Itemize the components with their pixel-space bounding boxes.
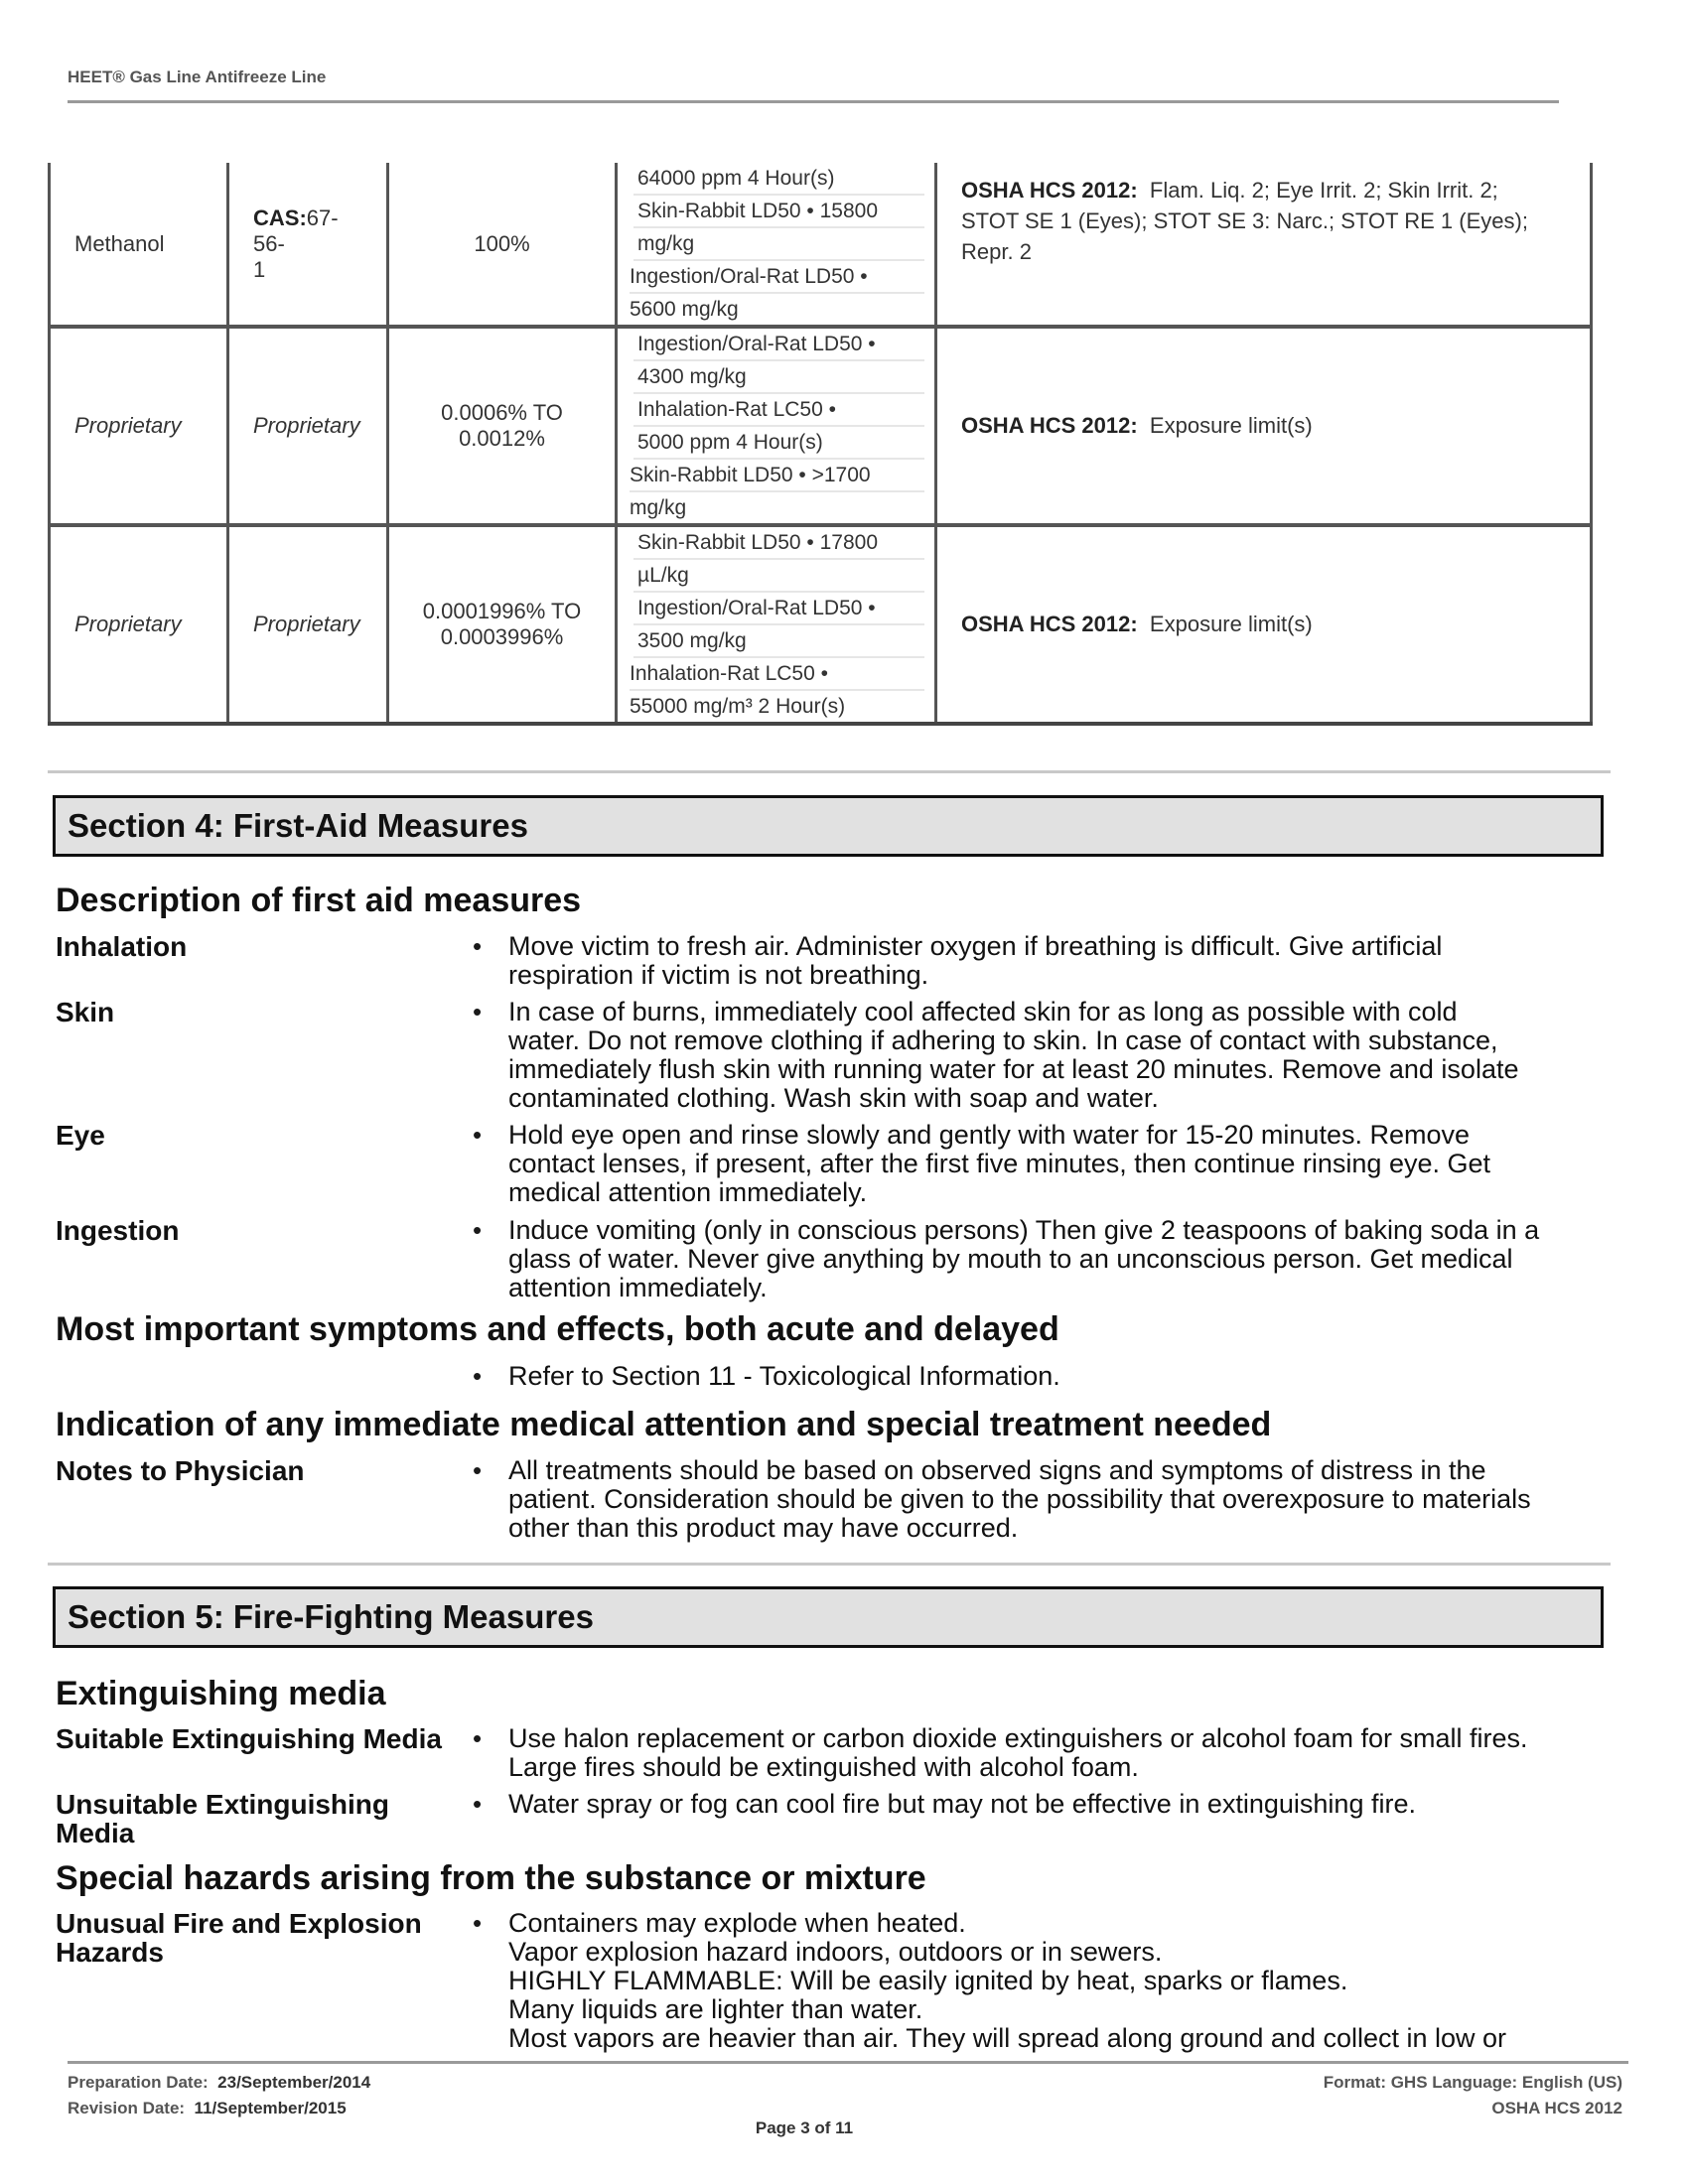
format-language: Format: GHS Language: English (US)	[1323, 2073, 1622, 2092]
subheading-medical-attention: Indication of any immediate medical attention and special treatment needed	[56, 1406, 1272, 1443]
entry-label: Ingestion	[56, 1215, 180, 1246]
page-number: Page 3 of 11	[755, 2118, 854, 2137]
section-divider	[48, 1563, 1611, 1566]
regulation: OSHA HCS 2012	[1491, 2099, 1622, 2117]
toxicity-data: Ingestion/Oral-Rat LD50 • 4300 mg/kg Inhalation-Rat LC50 • 5000 ppm 4 Hour(s) Skin-Rabbit LD50 • >1700 mg/kg	[617, 327, 936, 525]
bullet-icon: •	[473, 1455, 483, 1485]
entry-label: Eye	[56, 1120, 105, 1151]
footer-divider	[68, 2061, 1628, 2064]
entry-text: In case of burns, immediately cool affected skin for as long as possible with cold water. Do not remove clothing if adhering to skin. In case of contact with substance, immediately flush skin with running water for at least 20 minutes. Remove and isolate contaminated clothing. Wash skin with soap and water.	[508, 997, 1519, 1113]
ingredient-name: Proprietary	[50, 327, 228, 525]
ingredient-name: Proprietary	[50, 525, 228, 724]
bullet-icon: •	[473, 1789, 483, 1819]
entry-text: Refer to Section 11 - Toxicological Information.	[508, 1361, 1060, 1391]
bullet-icon: •	[473, 1120, 483, 1150]
subheading-special-hazards: Special hazards arising from the substance or mixture	[56, 1859, 926, 1897]
table-row	[50, 327, 1592, 525]
ghs-classification: OSHA HCS 2012: Flam. Liq. 2; Eye Irrit. 2; Skin Irrit. 2; STOT SE 1 (Eyes); STOT SE 3: Narc.; STOT RE 1 (Eyes); Repr. 2	[936, 163, 1592, 327]
bullet-icon: •	[473, 1215, 483, 1245]
subheading-extinguishing-media: Extinguishing media	[56, 1675, 386, 1712]
entry-text: Use halon replacement or carbon dioxide extinguishers or alcohol foam for small fires. Large fires should be extinguished with alcohol foam.	[508, 1723, 1528, 1782]
section-5-title: Section 5: Fire-Fighting Measures	[53, 1586, 1604, 1648]
entry-text: Water spray or fog can cool fire but may not be effective in extinguishing fire.	[508, 1789, 1416, 1819]
entry-label: Notes to Physician	[56, 1455, 305, 1486]
bullet-icon: •	[473, 931, 483, 961]
bullet-icon: •	[473, 1361, 483, 1391]
document-header-title: HEET® Gas Line Antifreeze Line	[68, 68, 327, 86]
bullet-icon: •	[473, 1723, 483, 1753]
percentage: 100%	[388, 163, 617, 327]
table-row	[50, 525, 1592, 724]
ingredient-name: Methanol	[50, 163, 228, 327]
section-divider	[48, 770, 1611, 773]
entry-text: Move victim to fresh air. Administer oxygen if breathing is difficult. Give artificial respiration if victim is not breathing.	[508, 931, 1443, 990]
cas-number: Proprietary	[228, 327, 388, 525]
entry-text: All treatments should be based on observed signs and symptoms of distress in the patient. Consideration should be given to the possibility that overexposure to materials other than this product may have occurred.	[508, 1455, 1531, 1543]
preparation-date: Preparation Date: 23/September/2014	[68, 2073, 371, 2092]
bullet-icon: •	[473, 997, 483, 1026]
table-row	[50, 163, 1592, 327]
toxicity-data: 64000 ppm 4 Hour(s) Skin-Rabbit LD50 • 15800 mg/kg Ingestion/Oral-Rat LD50 • 5600 mg/kg	[617, 163, 936, 327]
percentage: 0.0001996% TO 0.0003996%	[388, 525, 617, 724]
entry-label: Skin	[56, 997, 115, 1027]
entry-label: Inhalation	[56, 931, 188, 962]
toxicity-data: Skin-Rabbit LD50 • 17800 µL/kg Ingestion/Oral-Rat LD50 • 3500 mg/kg Inhalation-Rat LC50 • 55000 mg/m³ 2 Hour(s)	[617, 525, 936, 724]
cas-number: Proprietary	[228, 525, 388, 724]
composition-table	[48, 163, 1593, 726]
revision-date: Revision Date: 11/September/2015	[68, 2099, 347, 2117]
entry-text: Containers may explode when heated. Vapor explosion hazard indoors, outdoors or in sewers. HIGHLY FLAMMABLE: Will be easily ignited by heat, sparks or flames. Many liquids are lighter than water. Most vapors are heavier than air. They will spread along ground and collect in low or	[508, 1908, 1507, 2053]
entry-label: Suitable Extinguishing Media	[56, 1723, 442, 1754]
ghs-classification: OSHA HCS 2012: Exposure limit(s)	[936, 525, 1592, 724]
ghs-classification: OSHA HCS 2012: Exposure limit(s)	[936, 327, 1592, 525]
entry-label: Unusual Fire and Explosion Hazards	[56, 1908, 422, 1968]
entry-text: Hold eye open and rinse slowly and gently with water for 15-20 minutes. Remove contact lenses, if present, after the first five minutes, then continue rinsing eye. Get medical attention immediately.	[508, 1120, 1491, 1207]
cas-number: CAS:67-56- 1	[228, 163, 388, 327]
subheading-symptoms: Most important symptoms and effects, both acute and delayed	[56, 1310, 1059, 1348]
section-4-title: Section 4: First-Aid Measures	[53, 795, 1604, 857]
subheading-first-aid-description: Description of first aid measures	[56, 882, 582, 919]
bullet-icon: •	[473, 1908, 483, 1938]
header-divider	[68, 100, 1559, 103]
entry-label: Unsuitable Extinguishing Media	[56, 1789, 390, 1848]
entry-text: Induce vomiting (only in conscious persons) Then give 2 teaspoons of baking soda in a glass of water. Never give anything by mouth to an unconscious person. Get medical attention immediately.	[508, 1215, 1540, 1302]
percentage: 0.0006% TO 0.0012%	[388, 327, 617, 525]
